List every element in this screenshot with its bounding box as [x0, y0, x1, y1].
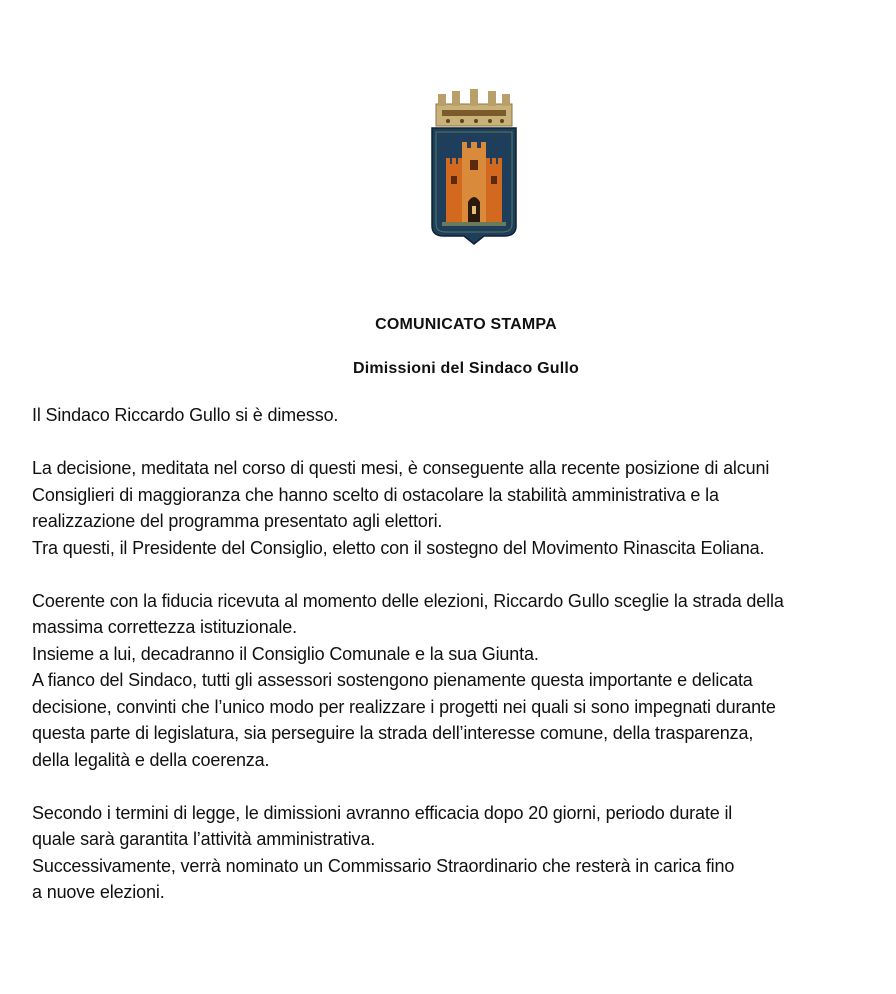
body-line: Secondo i termini di legge, le dimissioni avranno efficacia dopo 20 giorni, periodo durate il	[32, 802, 733, 823]
body-line: questa parte di legislatura, sia perseguire la strada dell’interesse comune, della trasparenza,	[32, 723, 754, 743]
body-line: A fianco del Sindaco, tutti gli assessori sostengono pienamente questa importante e delicata	[32, 670, 753, 690]
body-line: Il Sindaco Riccardo Gullo si è dimesso.	[32, 405, 339, 425]
body-line: Successivamente, verrà nominato un Commissario Straordinario che resterà in carica fino	[32, 855, 735, 876]
press-release-body	[32, 402, 888, 906]
body-line: Insieme a lui, decadranno il Consiglio Comunale e la sua Giunta.	[32, 643, 539, 664]
municipal-coat-of-arms-icon	[426, 86, 522, 248]
body-line: quale sarà garantita l’attività amministrativa.	[32, 829, 376, 849]
body-line: Tra questi, il Presidente del Consiglio, eletto con il sostegno del Movimento Rinascita Eoliana.	[32, 537, 765, 558]
body-line: a nuove elezioni.	[32, 882, 165, 902]
body-line: decisione, convinti che l’unico modo per realizzare i progetti nei quali si sono impegnati durante	[32, 696, 776, 717]
body-line: Coerente con la fiducia ricevuta al momento delle elezioni, Riccardo Gullo sceglie la strada della	[32, 590, 784, 611]
body-line: realizzazione del programma presentato agli elettori.	[32, 511, 443, 531]
body-line: Consiglieri di maggioranza che hanno scelto di ostacolare la stabilità amministrativa e la	[32, 484, 719, 505]
body-line: La decisione, meditata nel corso di questi mesi, è conseguente alla recente posizione di alcuni	[32, 458, 770, 478]
body-line: massima correttezza istituzionale.	[32, 617, 297, 637]
page-title: COMUNICATO STAMPA	[375, 316, 557, 333]
body-line: della legalità e della coerenza.	[32, 749, 270, 770]
page-subtitle: Dimissioni del Sindaco Gullo	[352, 360, 580, 377]
